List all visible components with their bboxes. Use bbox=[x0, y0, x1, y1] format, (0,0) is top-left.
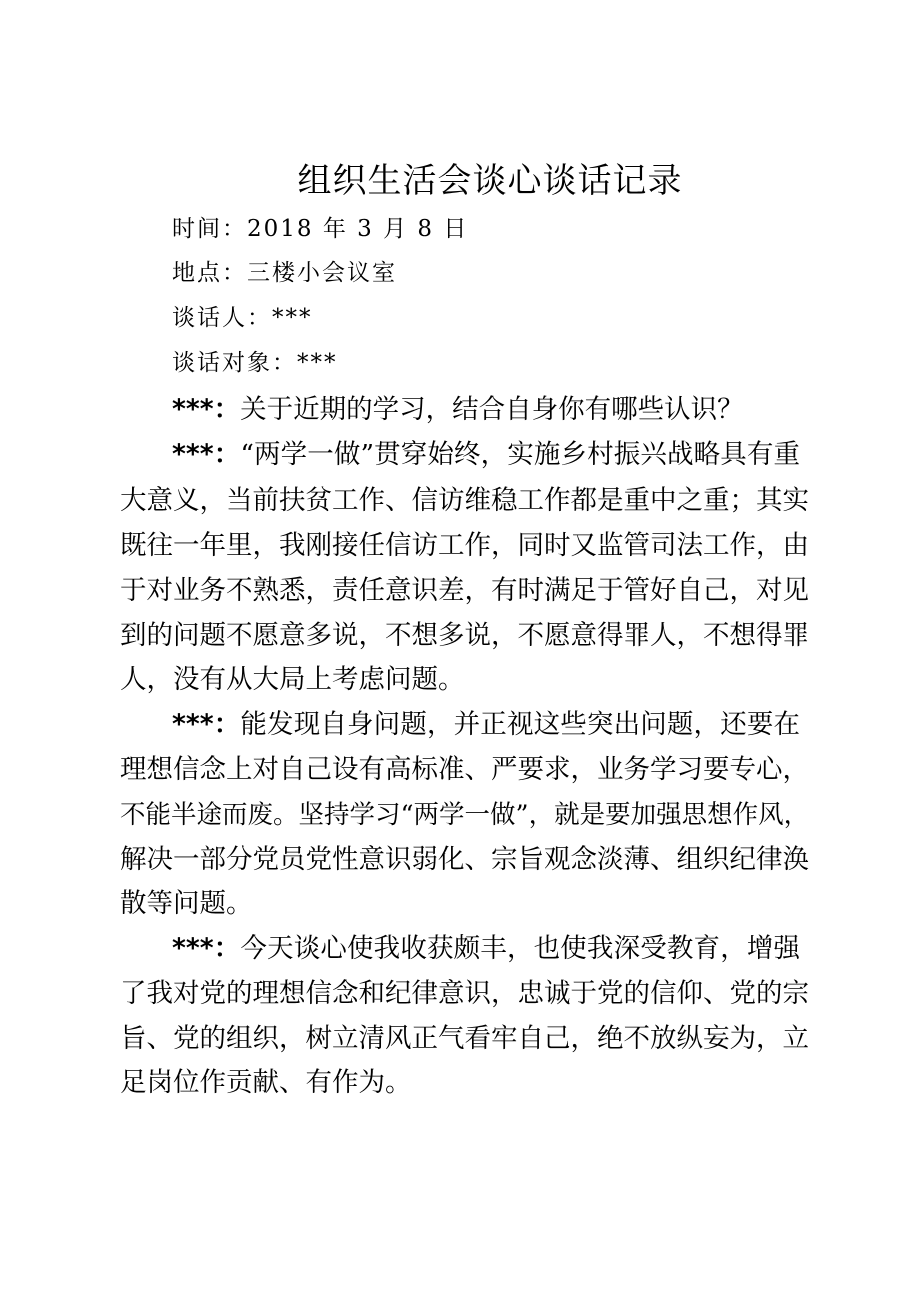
paragraph-4-line-2: 了我对党的理想信念和纪律意识，忠诚于党的信仰、党的宗 bbox=[120, 978, 809, 1009]
paragraph-2-line-6: 人，没有从大局上考虑问题。 bbox=[120, 664, 465, 695]
paragraph-4-line-1 bbox=[172, 934, 800, 964]
paragraph-3-line-5: 散等问题。 bbox=[120, 888, 253, 919]
paragraph-text: 今天谈心使我收获颇丰，也使我深受教育，增强 bbox=[240, 933, 801, 964]
paragraph-2-line-3: 既往一年里，我刚接任信访工作，同时又监管司法工作，由 bbox=[120, 530, 809, 561]
paragraph-4-line-4: 足岗位作贡献、有作为。 bbox=[120, 1067, 412, 1098]
meeting-time: 时间：2018 年 3 月 8 日 bbox=[172, 216, 469, 242]
paragraph-3-line-1 bbox=[172, 710, 800, 740]
paragraph-text: 关于近期的学习，结合自身你有哪些认识？ bbox=[240, 394, 744, 425]
paragraph-1-line-1 bbox=[172, 395, 800, 425]
paragraph-2-line-4: 于对业务不熟悉，责任意识差，有时满足于管好自己，对见 bbox=[120, 575, 809, 606]
paragraph-text: 能发现自身问题，并正视这些突出问题，还要在 bbox=[240, 709, 801, 740]
paragraph-2-line-2: 大意义，当前扶贫工作、信访维稳工作都是重中之重；其实 bbox=[120, 485, 809, 516]
meeting-speaker: 谈话人：*** bbox=[172, 305, 313, 331]
paragraph-3-line-2: 理想信念上对自己设有高标准、严要求，业务学习要专心， bbox=[120, 754, 809, 785]
meeting-target: 谈话对象：*** bbox=[172, 350, 338, 376]
paragraph-3-line-4: 解决一部分党员党性意识弱化、宗旨观念淡薄、组织纪律涣 bbox=[120, 844, 809, 875]
meeting-place: 地点：三楼小会议室 bbox=[172, 260, 397, 286]
paragraph-text: “两学一做”贯穿始终，实施乡村振兴战略具有重 bbox=[240, 439, 800, 470]
paragraph-2-line-1 bbox=[172, 440, 800, 470]
paragraph-2-line-5: 到的问题不愿意多说，不想多说，不愿意得罪人，不想得罪 bbox=[120, 620, 809, 651]
speaker-mark: ***： bbox=[172, 394, 241, 425]
paragraph-3-line-3: 不能半途而废。坚持学习“两学一做”，就是要加强思想作风， bbox=[120, 800, 810, 830]
paragraph-4-line-3: 旨、党的组织，树立清风正气看牢自己，绝不放纵妄为，立 bbox=[120, 1023, 809, 1054]
speaker-mark: ***： bbox=[172, 709, 241, 740]
document-title: 组织生活会谈心谈话记录 bbox=[297, 161, 683, 201]
speaker-mark: ***： bbox=[172, 933, 241, 964]
speaker-mark: ***： bbox=[172, 439, 241, 470]
